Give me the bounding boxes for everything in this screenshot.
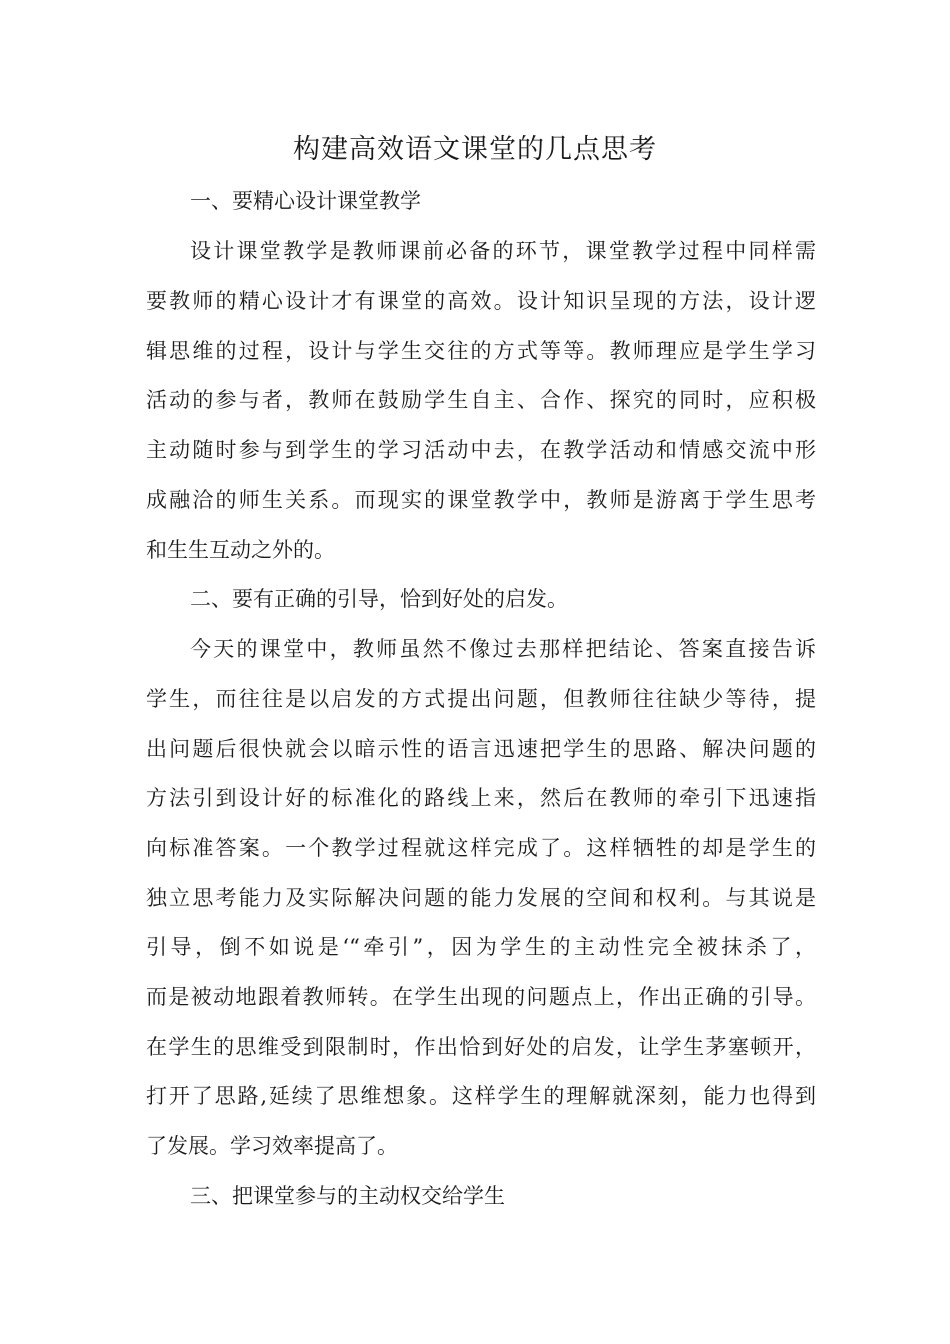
paragraph-line: 在学生的思维受到限制时，作出恰到好处的启发，让学生茅塞顿开， <box>146 1035 816 1059</box>
paragraph-line: 打开了思路,延续了思维想象。这样学生的理解就深刻，能力也得到 <box>146 1084 816 1108</box>
paragraph-line: 引导，倒不如说是‘“牵引”，因为学生的主动性完全被抹杀了， <box>146 935 816 959</box>
paragraph-line: 活动的参与者，教师在鼓励学生自主、合作、探究的同时，应积极 <box>146 388 816 412</box>
paragraph-line: 要教师的精心设计才有课堂的高效。设计知识呈现的方法，设计逻 <box>146 289 816 313</box>
section-1-heading: 一、要精心设计课堂教学 <box>190 189 421 213</box>
paragraph-line: 设计课堂教学是教师课前必备的环节，课堂教学过程中同样需 <box>190 239 816 263</box>
paragraph-line: 了发展。学习效率提高了。 <box>146 1134 398 1158</box>
paragraph-line: 向标准答案。一个教学过程就这样完成了。这样牺牲的却是学生的 <box>146 836 816 860</box>
paragraph-line: 主动随时参与到学生的学习活动中去，在教学活动和情感交流中形 <box>146 438 816 462</box>
paragraph-line: 方法引到设计好的标准化的路线上来，然后在教师的牵引下迅速指 <box>146 786 816 810</box>
paragraph-line: 独立思考能力及实际解决问题的能力发展的空间和权利。与其说是 <box>146 886 816 910</box>
paragraph-line: 成融洽的师生关系。而现实的课堂教学中，教师是游离于学生思考 <box>146 488 816 512</box>
paragraph-line: 今天的课堂中，教师虽然不像过去那样把结论、答案直接告诉 <box>190 637 816 661</box>
paragraph-line: 辑思维的过程，设计与学生交往的方式等等。教师理应是学生学习 <box>146 339 816 363</box>
paragraph-line: 而是被动地跟着教师转。在学生出现的问题点上，作出正确的引导。 <box>146 985 816 1009</box>
paragraph-line: 学生，而往往是以启发的方式提出问题，但教师往往缺少等待，提 <box>146 687 816 711</box>
document-title: 构建高效语文课堂的几点思考 <box>293 134 657 165</box>
section-3-heading: 三、把课堂参与的主动权交给学生 <box>190 1184 505 1208</box>
paragraph-line: 出问题后很快就会以暗示性的语言迅速把学生的思路、解决问题的 <box>146 737 816 761</box>
paragraph-line: 和生生互动之外的。 <box>146 538 335 562</box>
section-2-heading: 二、要有正确的引导，恰到好处的启发。 <box>190 587 568 611</box>
